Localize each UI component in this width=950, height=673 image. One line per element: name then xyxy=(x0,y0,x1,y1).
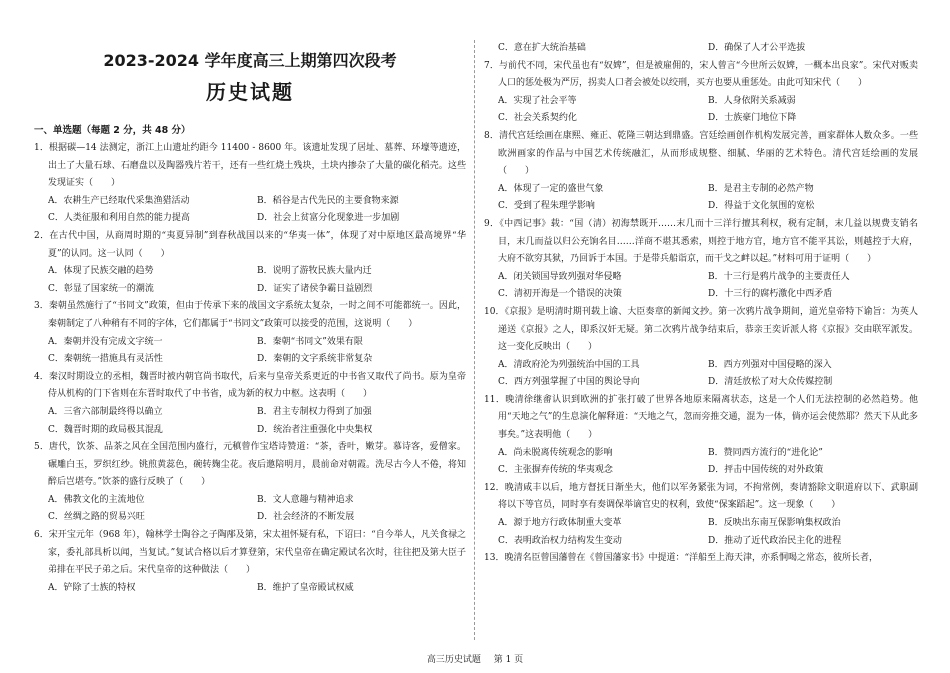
answer-option: B．文人意趣与精神追求 xyxy=(257,494,354,505)
question-stem: 13．晚清名臣曾国藩曾在《曾国藩家书》中提道：“洋船至上海天津，亦系恫喝之常态，彼所长者， xyxy=(484,553,879,564)
answer-option: C．表明政治权力结构发生变动 xyxy=(498,535,622,546)
question-stem: 8．清代宫廷绘画在康熙、雍正、乾隆三朝达到鼎盛。宫廷绘画创作机构发展完善，画家群体人数众多。一些欧洲画家的作品与中国艺术传统融汇，从而形成规整、细腻、华丽的艺术特色。清代宫廷绘画的发展（ ） xyxy=(484,130,918,177)
answer-option: B．说明了游牧民族大量内迁 xyxy=(257,266,372,277)
answer-options xyxy=(484,269,918,304)
answer-option: C．人类征服和利用自然的能力提高 xyxy=(48,213,190,224)
answer-options xyxy=(34,492,466,527)
left-column xyxy=(34,0,466,673)
question-block xyxy=(34,369,466,439)
right-question-list xyxy=(484,40,918,568)
answer-option: D．统治者注重强化中央集权 xyxy=(257,424,373,435)
answer-option: D．抨击中国传统的对外政策 xyxy=(708,465,824,476)
answer-option: A．体现了民族交融的趋势 xyxy=(48,266,154,277)
question-block xyxy=(484,550,918,568)
answer-options xyxy=(484,40,918,58)
answer-option: B．西方列强对中国侵略的深入 xyxy=(708,359,832,370)
answer-option: B．是君主专制的必然产物 xyxy=(708,183,814,194)
question-stem: 6．宋开宝元年（968 年），翰林学士陶谷之子陶邴及第，宋太祖怀疑有私，下诏曰：“自今举人，凡关食禄之家，委礼部具析以闻，当复试。”复试合格以后才算登第，宋代皇帝在确定殿试名次时，往往把及第大臣子弟排在平民子弟之后。宋代皇帝的这种做法（ ） xyxy=(34,530,466,576)
question-stem: 11．晚清徐继畬认识到欧洲的扩张打破了世界各地原来隔离状态，这是一个人们无法控制的必然趋势。他用“天地之气”的生息演化解释道：“天地之气，忽而旁推交通，混为一体，倘亦运会使然耶？然天下从此多事矣。”这表明他（ ） xyxy=(484,394,918,441)
answer-option: D．社会经济的不断发展 xyxy=(257,512,355,523)
question-stem: 9．《中西记事》载：“国（清）初海禁既开……末几而十三洋行擅其利权，税有定制，末几益以规费支销名目，末几而益以归公充饷名目……洋商不堪其悉索，则控于地方官，地方官不能平其讼，则越控于大府，大府不欲穷其狱，乃回诉于本国。于是带兵船诣京，而干戈之衅以起。”材料可用于证明（ ） xyxy=(484,218,918,265)
question-block xyxy=(484,128,918,216)
answer-options xyxy=(484,93,918,128)
answer-options xyxy=(34,193,466,228)
answer-option: A．农耕生产已经取代采集渔猎活动 xyxy=(48,195,190,206)
question-stem: 5．唐代，饮茶、品茶之风在全国范围内盛行，元稹曾作宝塔诗赞道：“茶，香叶，嫩芽。慕诗客，爱僧家。碾雕白玉，罗织红纱。铫煎黄蕊色，碗转麹尘花。夜后邀陪明月，晨前命对朝霞。洗尽古今人不倦，将知醉后岂堪夸。”饮茶的盛行反映了（ ） xyxy=(34,442,466,488)
answer-option: B．维护了皇帝殿试权威 xyxy=(257,582,354,593)
answer-option: D．社会上贫富分化现象进一步加剧 xyxy=(257,213,400,224)
question-stem: 1．根据碳—14 法测定，浙江上山遗址约距今 11400 - 8600 年。该遗址发现了居址、墓葬、环壕等遗迹，出土了大量石球、石磨盘以及陶器残片若干，还有一些红烧土残块，土块内掺杂了大量的碳化稻壳。这些发现证实（ ） xyxy=(34,143,466,189)
page-footer xyxy=(0,652,950,665)
answer-option: D．十三行的腐朽激化中西矛盾 xyxy=(708,289,833,300)
answer-options xyxy=(484,515,918,550)
answer-option: D．确保了人才公平选拔 xyxy=(708,43,806,53)
answer-option: B．赞同西方流行的“进化论” xyxy=(708,447,823,458)
answer-options xyxy=(484,445,918,480)
answer-option: C．西方列强掌握了中国的舆论导向 xyxy=(498,377,640,388)
question-block xyxy=(484,480,918,550)
answer-option: B．十三行是鸦片战争的主要责任人 xyxy=(708,271,850,282)
answer-option: C．丝绸之路的贸易兴旺 xyxy=(48,512,145,523)
answer-option: C．社会关系契约化 xyxy=(498,113,577,124)
question-stem: 12．晚清咸丰以后，地方督抚日渐坐大，他们以军务紧张为词，不拘常例，奏请豁除文职道府以下、武职副将以下等官员，同时享有奏调保举谪官史的权利，致使“保案蹈起”。这一现象（ ） xyxy=(484,482,918,511)
answer-option: B．君主专制权力得到了加强 xyxy=(257,406,372,417)
answer-option: D．秦朝的文字系统非常复杂 xyxy=(257,354,373,365)
question-block xyxy=(34,228,466,298)
answer-option: A．尚未脱离传统观念的影响 xyxy=(498,447,613,458)
section-heading: 一、单选题（每题 2 分，共 48 分） xyxy=(34,125,191,136)
answer-option: A．清政府沦为列强统治中国的工具 xyxy=(498,359,640,370)
question-block xyxy=(34,527,466,597)
question-block xyxy=(484,216,918,304)
answer-option: A．铲除了士族的特权 xyxy=(48,582,136,593)
question-block xyxy=(484,392,918,480)
answer-option: A．三省六部制最终得以确立 xyxy=(48,406,163,417)
answer-option: A．闭关锁国导致列强对华侵略 xyxy=(498,271,622,282)
answer-option: C．清初开海是一个错误的决策 xyxy=(498,289,622,300)
answer-option: D．士族豪门地位下降 xyxy=(708,113,797,124)
footer-page-number: 第 1 页 xyxy=(493,655,524,665)
question-block xyxy=(34,439,466,527)
question-stem: 7．与前代不同，宋代虽也有“奴婢”，但是被雇佣的，宋人曾言“今世所云奴婢，一概本出良家”。宋代对贩卖人口的惩处极为严厉，拐卖人口者会被处以绞刑，买方也要从重惩处。由此可知宋代（ ） xyxy=(484,60,918,89)
question-stem: 3．秦朝虽然施行了“书同文”政策，但由于传承下来的战国文字系统太复杂，一时之间不可能都统一。因此，秦朝制定了八种稍有不同的字体，它们都属于“书同文”政策可以接受的范围，这说明（ ） xyxy=(34,301,466,329)
answer-options xyxy=(34,404,466,439)
answer-option: B．稻谷是古代先民的主要食物来源 xyxy=(257,195,399,206)
answer-options xyxy=(34,334,466,369)
exam-title: 2023-2024 学年度高三上期第四次段考 xyxy=(103,51,397,70)
column-divider xyxy=(474,40,475,640)
answer-option: D．证实了诸侯争霸日益剧烈 xyxy=(257,283,373,294)
answer-option: C．彰显了国家统一的潮流 xyxy=(48,283,154,294)
question-block xyxy=(34,140,466,228)
question-block xyxy=(484,58,918,128)
question-stem: 2．在古代中国，从商周时期的“夷夏异制”到春秋战国以来的“华夷一体”，体现了对中原地区最高境界“华夏”的认同。这一认同（ ） xyxy=(34,230,466,259)
answer-option: A．佛教文化的主流地位 xyxy=(48,494,145,505)
answer-option: A．秦朝并没有完成文字统一 xyxy=(48,336,163,347)
answer-options xyxy=(34,580,466,598)
question-block xyxy=(484,40,918,58)
answer-option: C．主张摒弃传统的华夷观念 xyxy=(498,465,613,476)
left-question-list xyxy=(34,140,466,597)
answer-options xyxy=(34,263,466,298)
answer-option: C．意在扩大统治基础 xyxy=(498,43,586,53)
answer-option: B．反映出东南互保影响集权政治 xyxy=(708,518,841,529)
answer-options xyxy=(484,357,918,392)
question-block xyxy=(34,298,466,368)
question-block xyxy=(484,304,918,392)
answer-option: D．清廷放松了对大众传媒控制 xyxy=(708,377,833,388)
answer-option: A．体现了一定的盛世气象 xyxy=(498,183,604,194)
answer-option: B．秦朝“书同文”效果有限 xyxy=(257,336,363,347)
answer-option: C．受到了程朱理学影响 xyxy=(498,201,595,212)
right-column xyxy=(484,0,918,673)
question-stem: 4．秦汉时期设立的丞相，魏晋时被内朝官尚书取代，后来与皇帝关系更近的中书省又取代了尚书。原为皇帝侍从机构的门下省则在东晋时取代了中书省，成为新的权力中枢。这表明（ ） xyxy=(34,371,466,400)
answer-option: D．推动了近代政治民主化的进程 xyxy=(708,535,842,546)
answer-option: D．得益于文化氛围的宽松 xyxy=(708,201,815,212)
answer-options xyxy=(484,181,918,216)
question-stem: 10．《京报》是明清时期刊载上谕、大臣奏章的新闻文抄。第一次鸦片战争期间，道光皇帝特下谕旨：为英人递送《京报》之人，即系汉奸无疑。第二次鸦片战争结束后，恭亲王奕䜣派人将《京报》交由联军派发。这一变化反映出（ ） xyxy=(484,306,918,353)
footer-subject: 高三历史试题 xyxy=(426,655,481,665)
answer-option: C．秦朝统一措施具有灵活性 xyxy=(48,354,163,365)
answer-option: A．源于地方行政体制重大变革 xyxy=(498,518,622,529)
answer-option: A．实现了社会平等 xyxy=(498,95,577,106)
answer-option: B．人身依附关系减弱 xyxy=(708,95,796,106)
answer-option: C．魏晋时期的政局极其混乱 xyxy=(48,424,163,435)
subject-title: 历史试题 xyxy=(206,80,294,104)
